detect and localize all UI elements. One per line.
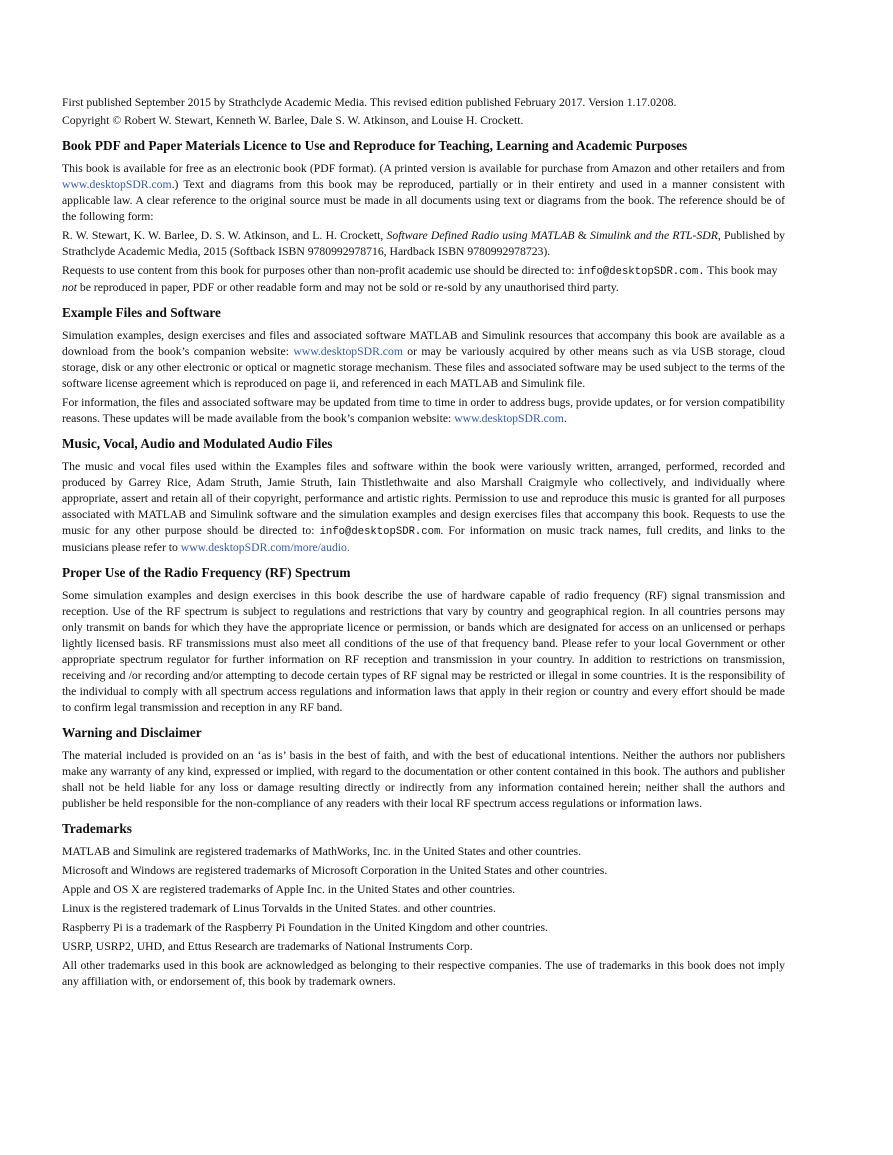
warning-heading: Warning and Disclaimer (62, 725, 202, 740)
reference-authors: R. W. Stewart, K. W. Barlee, D. S. W. Atkinson, and L. H. Crockett, (62, 229, 387, 242)
trademark-line: USRP, USRP2, UHD, and Ettus Research are trademarks of National Instruments Corp. (62, 940, 473, 953)
examples-updates-end: . (563, 412, 567, 425)
music-paragraph (62, 459, 785, 556)
website-link[interactable]: www.desktopSDR.com (62, 178, 172, 191)
requests-text-c: be reproduced in paper, PDF or other readable form and may not be sold or re-sold by any unauthorised third party. (76, 281, 619, 294)
trademark-line: Microsoft and Windows are registered trademarks of Microsoft Corporation in the United States and other countries. (62, 864, 608, 877)
copyright-page (62, 95, 785, 993)
licence-heading: Book PDF and Paper Materials Licence to Use and Reproduce for Teaching, Learning and Academic Purposes (62, 138, 688, 153)
trademark-line: Linux is the registered trademark of Linus Torvalds in the United States. and other countries. (62, 902, 496, 915)
examples-heading: Example Files and Software (62, 305, 221, 320)
contact-email[interactable]: info@desktopSDR.com. (577, 266, 705, 278)
reference-ampersand: & (574, 229, 591, 242)
website-link[interactable]: www.desktopSDR.com (454, 412, 564, 425)
examples-updates-text: For information, the files and associated software may be updated from time to time in order to address bugs, provide updates, or for version compatibility reasons. These updates will be made available from the book’s companion website: (62, 396, 785, 425)
warning-paragraph: The material included is provided on an ‘as is’ basis in the best of faith, and with the best of educational intentions. Neither the authors nor publishers make any warranty of any kind, expressed or implied, with regard to the documentation or other content contained in this book. The authors and publisher shall not be held liable for any loss or damage resulting directly or indirectly from any information contained herein; neither shall the authors and publisher be held responsible for the non-compliance of any readers with their local RF spectrum access regulations or information laws. (62, 749, 785, 810)
examples-paragraph-2 (62, 395, 785, 427)
requests-text-a: Requests to use content from this book for purposes other than non-profit academic use should be directed to: (62, 264, 578, 277)
licence-paragraph (62, 161, 785, 225)
examples-paragraph-1 (62, 328, 785, 392)
requests-not: not (62, 281, 77, 294)
reference-title-part1: Software Defined Radio using MATLAB (386, 229, 575, 242)
examples-text-b: or may be variously acquired by other means such as via USB storage, cloud storage, disk or any other electronic or optical or magnetic storage mechanism. These files and associated software may be used subject to the terms of the software license agreement which is reproduced on page ii, and referenced in each MATLAB and Simulink file. (62, 345, 785, 390)
music-heading: Music, Vocal, Audio and Modulated Audio Files (62, 436, 333, 451)
reference-paragraph (62, 228, 785, 260)
trademarks-heading: Trademarks (62, 821, 132, 836)
requests-paragraph (62, 263, 785, 296)
licence-text-b: .) Text and diagrams from this book may be reproduced, partially or in their entirety and used in a manner consistent with applicable law. A clear reference to the original source must be made in all documents using text or diagrams from the book. The reference should be of the following form: (62, 178, 785, 223)
rf-paragraph: Some simulation examples and design exercises in this book describe the use of hardware capable of radio frequency (RF) signal transmission and reception. Use of the RF spectrum is subject to regulations and restrictions that vary by country and geographical region. In all countries persons may only transmit on bands for which they have the appropriate licence or permission, or bands which are designated for access on an unlicensed or perhaps lightly licensed basis. RF transmissions must also meet all conditions of the use of that frequency band. Please refer to your local Government or other appropriate spectrum regulator for further information on RF reception and transmission in your country. In addition to restrictions on transmission, receiving and /or recording and/or attempting to decode certain types of RF signal may be restricted or illegal in some countries. It is the responsibility of the individual to comply with all spectrum access regulations and information laws that apply in their region or country and every effort should be made to confirm legal transmission and reception in any RF band. (62, 589, 785, 714)
licence-text-a: This book is available for free as an electronic book (PDF format). (A printed version is available for purchase from Amazon and other retailers and from (62, 162, 785, 175)
trademarks-final-paragraph: All other trademarks used in this book are acknowledged as belonging to their respective companies. The use of trademarks in this book does not imply any affiliation with, or endorsement of, this book by trademark owners. (62, 959, 785, 988)
music-text-a: The music and vocal files used within the Examples files and software within the book were variously written, arranged, performed, recorded and produced by Garrey Rice, Adam Struth, Jamie Struth, Iain Thistlethwaite and also Marshall Craigmyle who collectively, and individually where appropriate, assert and retain all of their copyright, performance and artistic rights. Permission to use and reproduce this music is granted for all purposes associated with MATLAB and Simulink software and the simulation examples and design exercises files that accompany this book. Requests to use the music for any other purpose should be directed to: (62, 460, 785, 537)
rf-heading: Proper Use of the Radio Frequency (RF) Spectrum (62, 565, 351, 580)
website-link[interactable]: www.desktopSDR.com (293, 345, 403, 358)
publication-note: First published September 2015 by Strathclyde Academic Media. This revised edition published February 2017. Version 1.17.0208. (62, 96, 677, 109)
music-text-b: . For information on music track names, full credits, and links to the musicians please refer to (62, 524, 786, 554)
examples-text-a: Simulation examples, design exercises and files and associated software MATLAB and Simulink resources that accompany this book are available as a download from the book’s companion website: (62, 329, 785, 358)
trademark-line: Apple and OS X are registered trademarks of Apple Inc. in the United States and other countries. (62, 883, 516, 896)
audio-page-link[interactable]: www.desktopSDR.com/more/audio. (180, 541, 350, 554)
contact-email[interactable]: info@desktopSDR.com (319, 526, 441, 538)
trademark-line: MATLAB and Simulink are registered trademarks of MathWorks, Inc. in the United States and other countries. (62, 845, 582, 858)
copyright-note: Copyright © Robert W. Stewart, Kenneth W. Barlee, Dale S. W. Atkinson, and Louise H. Crockett. (62, 114, 524, 127)
reference-title-part2: Simulink and the RTL-SDR (590, 229, 718, 242)
reference-publisher: , Published by Strathclyde Academic Media, 2015 (Softback ISBN 9780992978716, Hardback ISBN 9780992978723). (62, 229, 786, 258)
trademark-line: Raspberry Pi is a trademark of the Raspberry Pi Foundation in the United Kingdom and other countries. (62, 921, 548, 934)
requests-text-b: This book may (704, 264, 778, 277)
